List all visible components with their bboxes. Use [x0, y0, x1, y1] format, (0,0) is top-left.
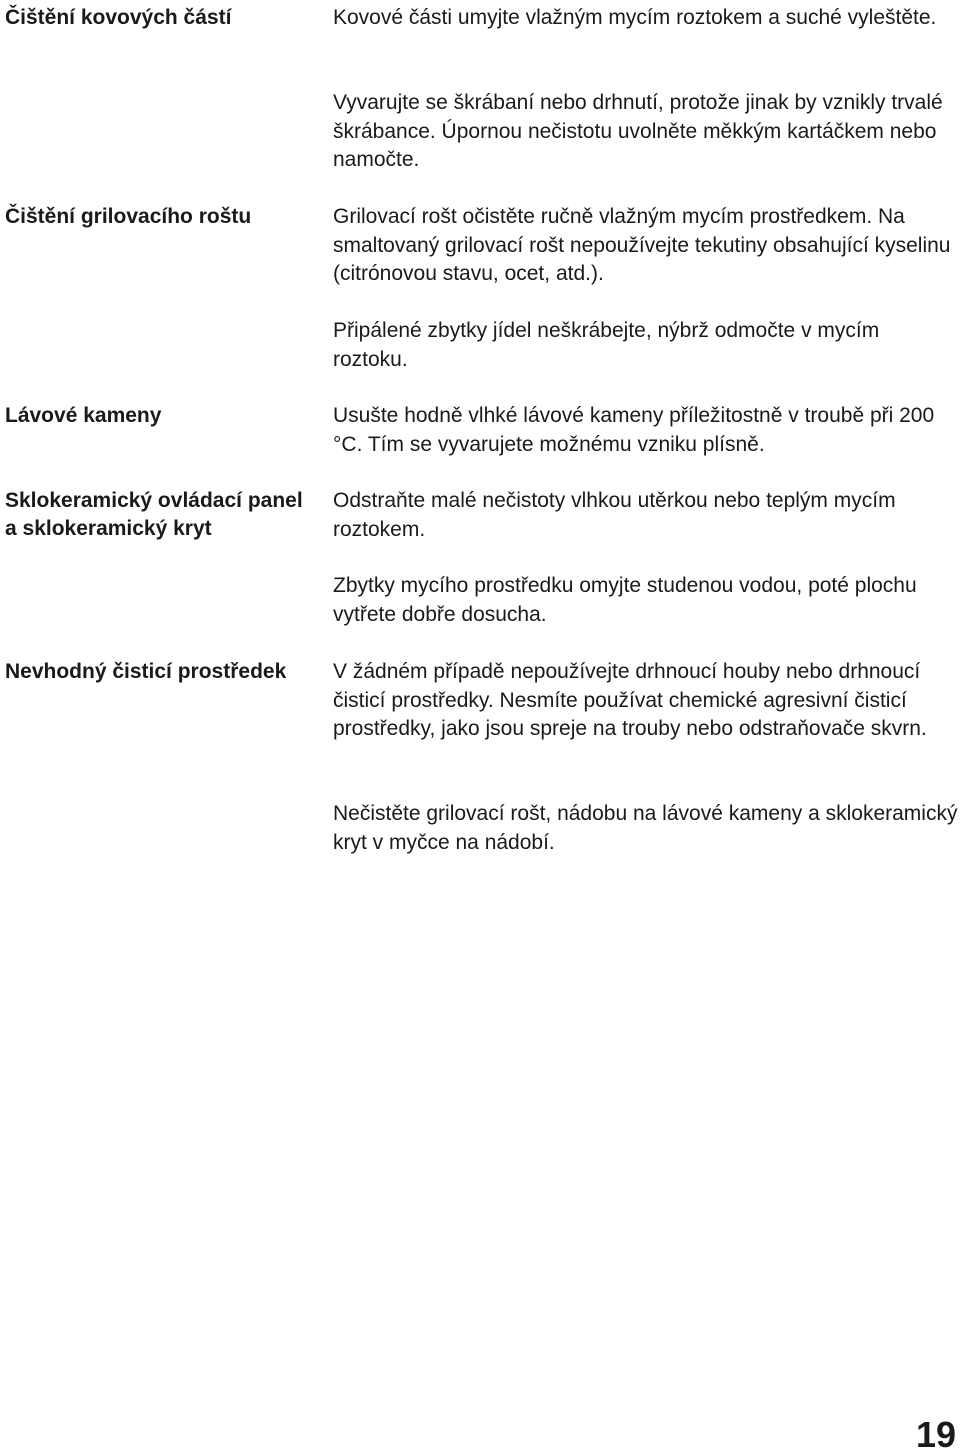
paragraph-grill-grate-2: Připálené zbytky jídel neškrábejte, nýbrž odmočte v mycím roztoku. — [333, 319, 880, 371]
section-label-glass-ceramic: Sklokeramický ovládací panel a sklokeramický kryt — [5, 489, 303, 540]
paragraph-glass-ceramic-2: Zbytky mycího prostředku omyjte studenou vodou, poté plochu vytřete dobře dosucha. — [333, 574, 917, 626]
paragraph-metal-parts-2: Vyvarujte se škrábaní nebo drhnutí, protože jinak by vznikly trvalé škrábance. Úpornou nečistotu uvolněte měkkým kartáčkem nebo namočte. — [333, 91, 943, 171]
section-label-unsuitable-cleaner: Nevhodný čisticí prostředek — [5, 660, 287, 683]
paragraph-unsuitable-cleaner-1: V žádném případě nepoužívejte drhnoucí houby nebo drhnoucí čisticí prostředky. Nesmíte používat chemické agresivní čisticí prostředky, jako jsou spreje na trouby nebo odstraňovače skvrn. — [333, 660, 927, 740]
section-label-lava-stones: Lávové kameny — [5, 404, 162, 427]
section-label-grill-grate: Čištění grilovacího roštu — [5, 205, 252, 228]
page-number: 19 — [915, 1414, 956, 1455]
paragraph-lava-stones-1: Usušte hodně vlhké lávové kameny příležitostně v troubě při 200 °C. Tím se vyvarujete možnému vzniku plísně. — [333, 404, 935, 456]
paragraph-metal-parts-1: Kovové části umyjte vlažným mycím roztokem a suché vyleštěte. — [333, 6, 937, 29]
paragraph-unsuitable-cleaner-2: Nečistěte grilovací rošt, nádobu na lávové kameny a sklokeramický kryt v myčce na nádobí. — [333, 802, 958, 854]
paragraph-glass-ceramic-1: Odstraňte malé nečistoty vlhkou utěrkou nebo teplým mycím roztokem. — [333, 489, 896, 541]
paragraph-grill-grate-1: Grilovací rošt očistěte ručně vlažným mycím prostředkem. Na smaltovaný grilovací rošt nepoužívejte tekutiny obsahující kyselinu (citrónovou stavu, ocet, atd.). — [333, 205, 951, 285]
section-label-metal-parts: Čištění kovových částí — [5, 6, 232, 29]
